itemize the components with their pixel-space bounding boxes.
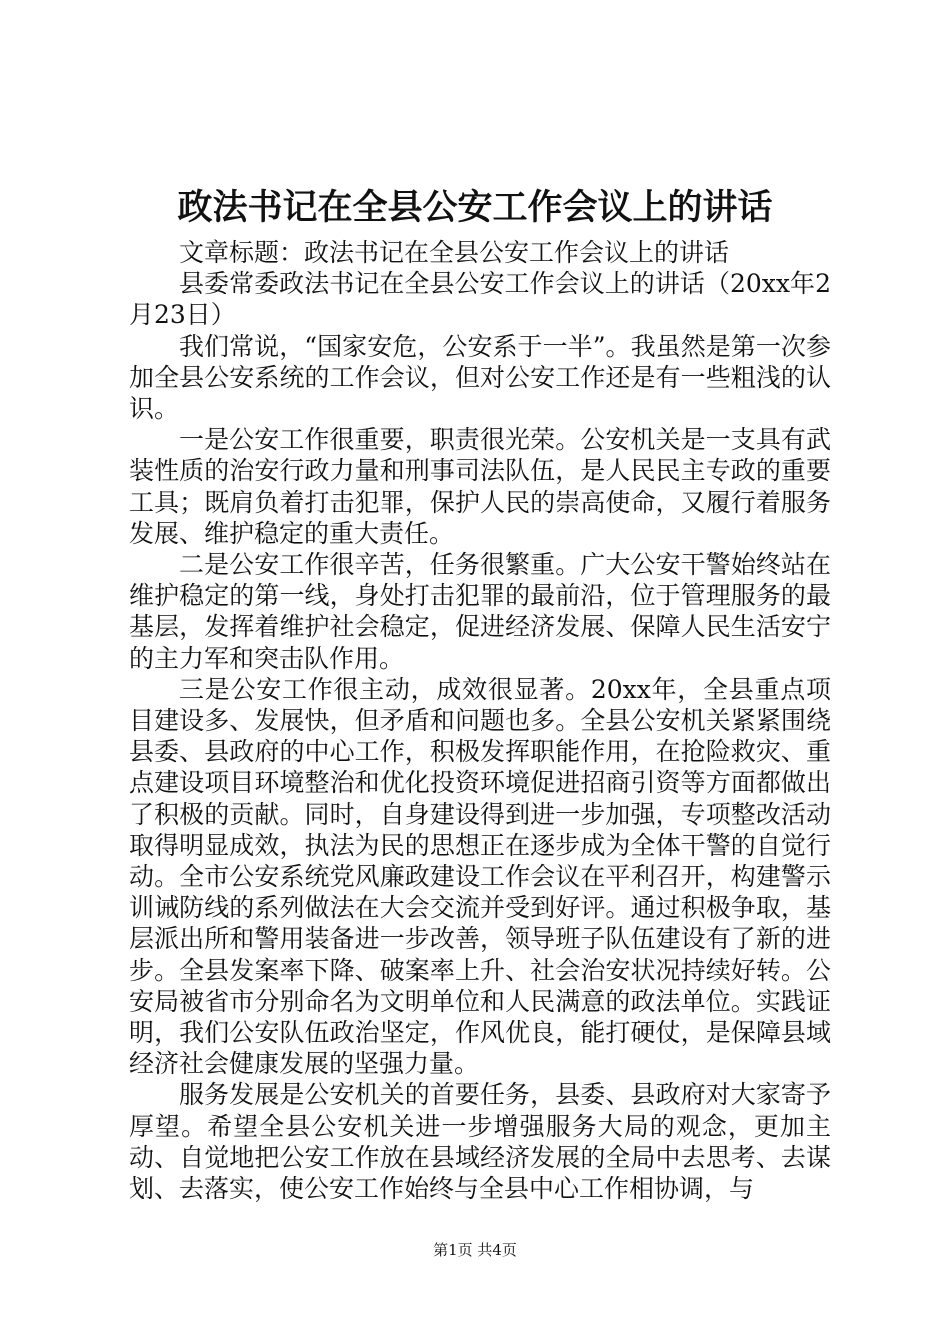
paragraph-point-two: 二是公安工作很辛苦，任务很繁重。广大公安干警始终站在维护稳定的第一线，身处打击犯罪的最前沿，位于管理服务的最基层，发挥着维护社会稳定，促进经济发展、保障人民生活安宁的主力军和突击队作用。 [129,550,831,673]
paragraph-article-title: 文章标题：政法书记在全县公安工作会议上的讲话 [179,238,730,267]
document-body [129,237,831,1204]
paragraph-point-one: 一是公安工作很重要，职责很光荣。公安机关是一支具有武装性质的治安行政力量和刑事司法队伍，是人民民主专政的重要工具；既肩负着打击犯罪，保护人民的崇高使命，又履行着服务发展、维护稳定的重大责任。 [129,425,831,548]
paragraph-speech-heading: 县委常委政法书记在全县公安工作会议上的讲话（20xx年2月23日） [129,269,831,330]
paragraph-point-three: 三是公安工作很主动，成效很显著。20xx年，全县重点项目建设多、发展快，但矛盾和问题也多。全县公安机关紧紧围绕县委、县政府的中心工作，积极发挥职能作用，在抢险救灾、重点建设项目环境整治和优化投资环境促进招商引资等方面都做出了积极的贡献。同时，自身建设得到进一步加强，专项整改活动取得明显成效，执法为民的思想正在逐步成为全体干警的自觉行动。全市公安系统党风廉政建设工作会议在平利召开，构建警示训诫防线的系列做法在大会交流并受到好评。通过积极争取，基层派出所和警用装备进一步改善，领导班子队伍建设有了新的进步。全县发案率下降、破案率上升、社会治安状况持续好转。公安局被省市分别命名为文明单位和人民满意的政法单位。实践证明，我们公安队伍政治坚定，作风优良，能打硬仗，是保障县域经济社会健康发展的坚强力量。 [129,674,831,1079]
paragraph-service: 服务发展是公安机关的首要任务，县委、县政府对大家寄予厚望。希望全县公安机关进一步增强服务大局的观念，更加主动、自觉地把公安工作放在县域经济发展的全局中去思考、去谋划、去落实，使公安工作始终与全县中心工作相协调，与 [129,1080,831,1204]
page-number-footer: 第1页 共4页 [433,1241,517,1259]
document-title: 政法书记在全县公安工作会议上的讲话 [177,187,773,228]
paragraph-intro: 我们常说，“国家安危，公安系于一半”。我虽然是第一次参加全县公安系统的工作会议，但对公安工作还是有一些粗浅的认识。 [129,331,831,424]
